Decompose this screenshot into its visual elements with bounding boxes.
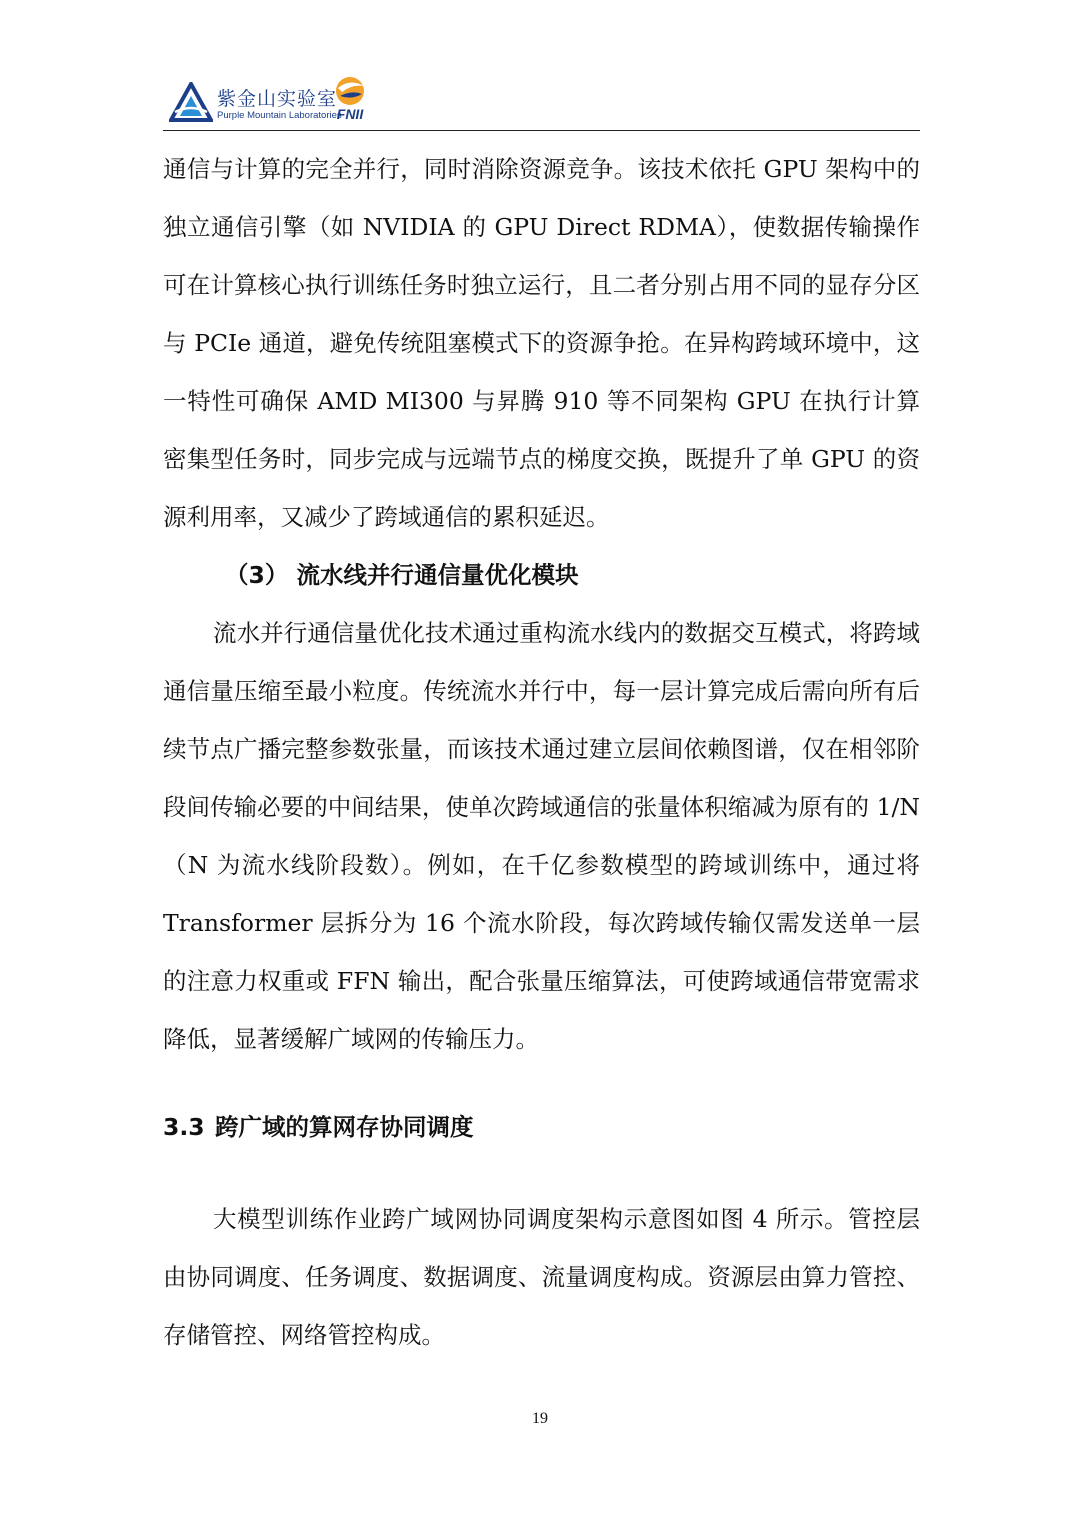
page-header bbox=[163, 72, 920, 130]
logo-chinese-name: 紫金山实验室 bbox=[217, 88, 338, 110]
section-heading bbox=[163, 1098, 920, 1156]
paragraph-scheduling-architecture: 大模型训练作业跨广域网协同调度架构示意图如图 4 所示。管控层由协同调度、任务调度、数据调度、流量调度构成。资源层由算力管控、存储管控、网络管控构成。 bbox=[163, 1205, 920, 1349]
paragraph-pipeline-optimization: 流水并行通信量优化技术通过重构流水线内的数据交互模式，将跨域通信量压缩至最小粒度。传统流水并行中，每一层计算完成后需向所有后续节点广播完整参数张量，而该技术通过建立层间依赖图谱，仅在相邻阶段间传输必要的中间结果，使单次跨域通信的张量体积缩减为原有的 1/N（N 为流水线阶段数）。例如，在千亿参数模型的跨域训练中，通过将 Transformer 层拆分为 16 个流水阶段，每次跨域传输仅需发送单一层的注意力权重或 FFN 输出，配合张量压缩算法，可使跨域通信带宽需求降低，显著缓解广域网的传输压力。 bbox=[163, 619, 920, 1053]
fnii-emblem-icon bbox=[328, 76, 372, 108]
mountain-logo-icon bbox=[169, 82, 213, 122]
header-divider bbox=[163, 130, 920, 131]
purple-mountain-logo bbox=[169, 80, 342, 126]
logo-english-name: Purple Mountain Laboratories bbox=[217, 110, 342, 121]
fnii-logo bbox=[328, 76, 372, 126]
section-title: 跨广域的算网存协同调度 bbox=[215, 1113, 474, 1141]
page-number: 19 bbox=[532, 1410, 548, 1427]
document-body bbox=[163, 140, 920, 1364]
section-number: 3.3 bbox=[163, 1113, 205, 1141]
paragraph-comm-compute-parallel: 通信与计算的完全并行，同时消除资源竞争。该技术依托 GPU 架构中的独立通信引擎（如 NVIDIA 的 GPU Direct RDMA），使数据传输操作可在计算核心执行训练任务时独立运行，且二者分别占用不同的显存分区与 PCIe 通道，避免传统阻塞模式下的资源争抢。在异构跨域环境中，这一特性可确保 AMD MI300 与昇腾 910 等不同架构 GPU 在执行计算密集型任务时，同步完成与远端节点的梯度交换，既提升了单 GPU 的资源利用率，又减少了跨域通信的累积延迟。 bbox=[163, 155, 920, 531]
subheading-pipeline-module: （3） 流水线并行通信量优化模块 bbox=[225, 561, 579, 589]
fnii-wordmark: FNII bbox=[336, 106, 364, 122]
